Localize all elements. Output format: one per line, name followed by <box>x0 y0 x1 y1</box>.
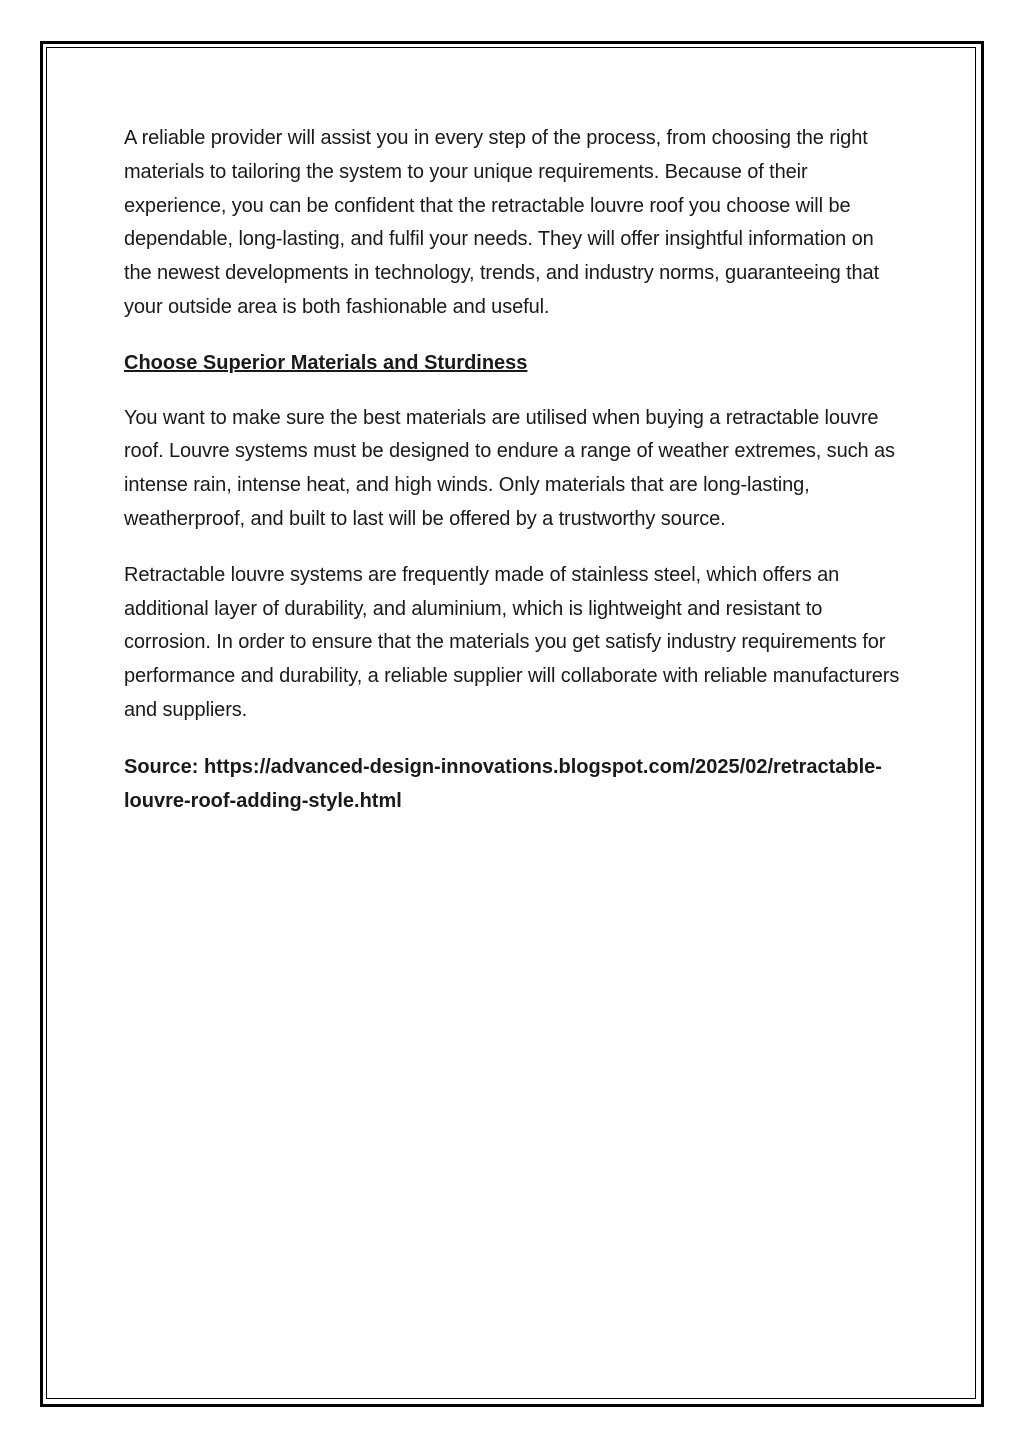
source-line <box>124 750 904 818</box>
section-heading: Choose Superior Materials and Sturdiness <box>124 351 528 374</box>
body-paragraph-2: Retractable louvre systems are frequently made of stainless steel, which offers an additional layer of durability, and aluminium, which is lightweight and resistant to corrosion. In order to ensure that the materials you get satisfy industry requirements for performance and durability, a reliable supplier will collaborate with reliable manufacturers and suppliers. <box>124 563 900 721</box>
source-label: Source: <box>124 755 199 778</box>
document-body <box>124 122 904 818</box>
source-link[interactable]: https://advanced-design-innovations.blogspot.com/2025/02/retractable-louvre-roof-adding-style.html <box>124 755 882 812</box>
body-paragraph-1: You want to make sure the best materials are utilised when buying a retractable louvre roof. Louvre systems must be designed to endure a range of weather extremes, such as intense rain, intense heat, and high winds. Only materials that are long-lasting, weatherproof, and built to last will be offered by a trustworthy source. <box>124 406 895 530</box>
intro-paragraph: A reliable provider will assist you in every step of the process, from choosing the right materials to tailoring the system to your unique requirements. Because of their experience, you can be confident that the retractable louvre roof you choose will be dependable, long-lasting, and fulfil your needs. They will offer insightful information on the newest developments in technology, trends, and industry norms, guaranteeing that your outside area is both fashionable and useful. <box>124 127 880 318</box>
